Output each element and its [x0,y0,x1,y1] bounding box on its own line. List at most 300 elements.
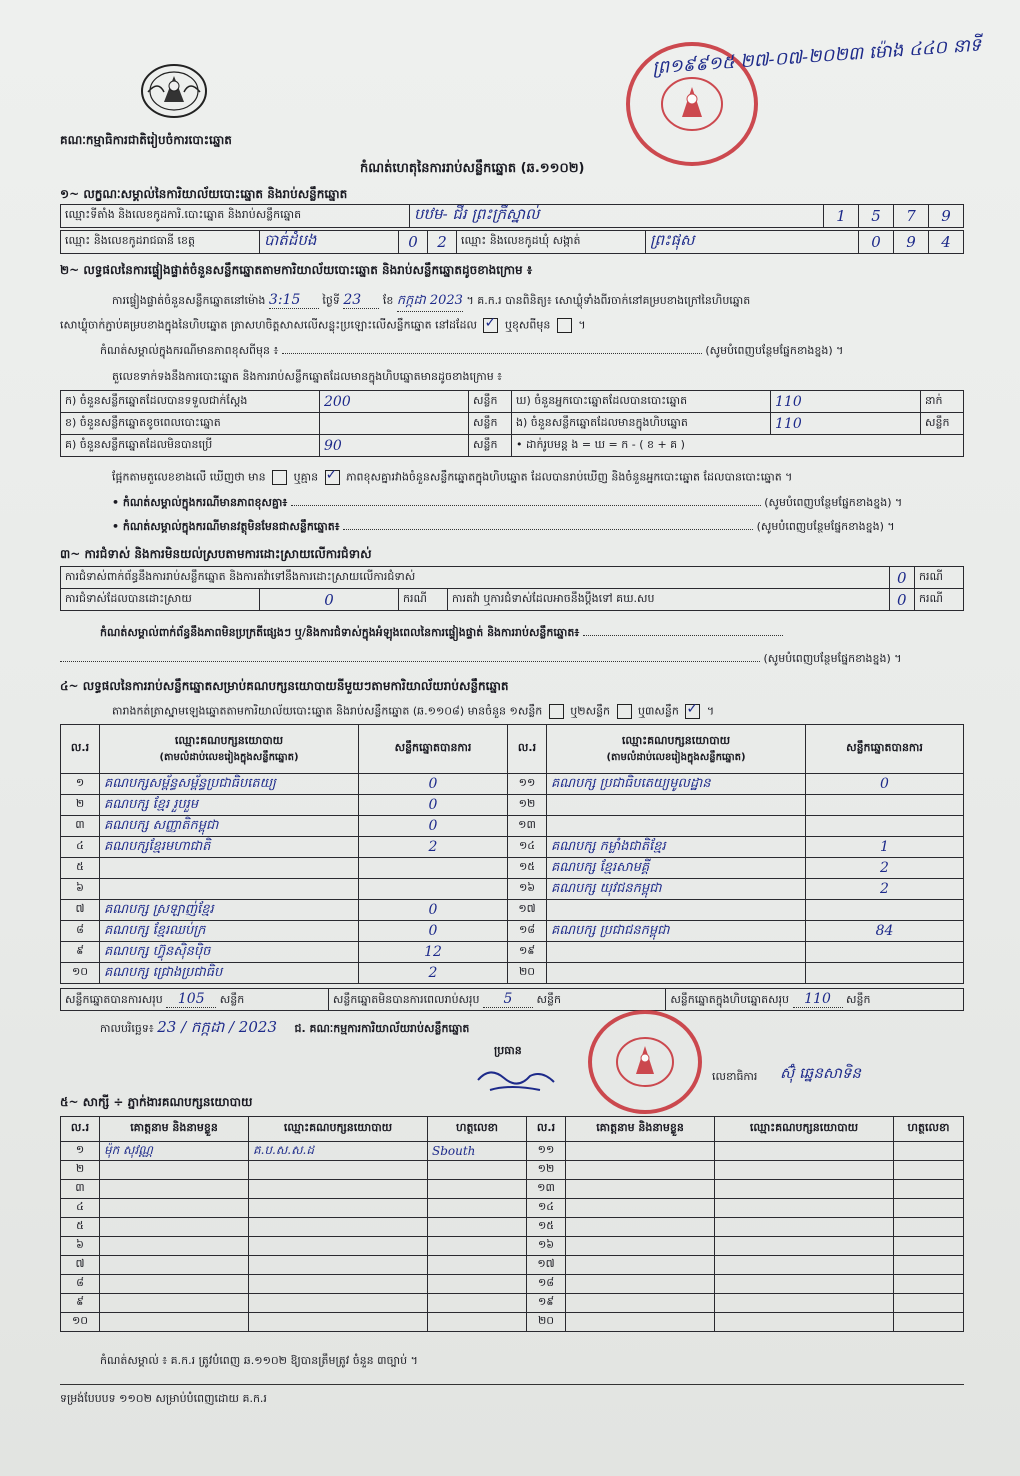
results-table [60,724,964,984]
line1-a: ការផ្ទៀងផ្ទាត់ចំនួនសន្លឹកឆ្នោតនៅម៉ោង [112,294,266,307]
results-no: ១០ [61,963,100,984]
witness-no: ៥ [61,1218,100,1237]
counts-row [61,413,964,435]
line3-fill-note: (សូមបំពេញបន្ថែមផ្នែកខាងខ្នង) ។ [705,344,844,357]
results-no-right: ១១ [508,774,547,795]
results-header-party-right [547,725,806,774]
witness-no: ៨ [61,1275,100,1294]
province-value: បាត់ដំបង [260,231,399,254]
results-votes-right: 1 [806,837,964,858]
resolved-label: ការជំទាស់ដែលបានដោះស្រាយ [61,589,260,611]
section4-title: ៤~ លទ្ធផលនៃការរាប់សន្លឹកឆ្នោតសម្រាប់គណបក្សនយោបាយនីមួយៗតាមការិយាល័យរាប់សន្លឹកឆ្នោត [60,679,509,693]
witness-sig-right[interactable] [894,1142,964,1161]
witness-no: ២ [61,1161,100,1180]
station-code-2: 5 [859,205,894,228]
witness-no-right: ១៦ [527,1237,566,1256]
section2-bullet2 [112,520,964,536]
witness-sig [428,1199,527,1218]
results-no: ៥ [61,858,100,879]
results-votes: 0 [359,921,508,942]
witness-row [61,1256,964,1275]
witness-no: ១ [61,1142,100,1161]
witness-sig [428,1218,527,1237]
count-d-label: ឃ) ចំនួនអ្នកបោះឆ្នោតដែលបានបោះឆ្នោត [512,391,771,413]
witness-name-right[interactable] [566,1142,715,1161]
witness-no-right: ១៧ [527,1256,566,1275]
date-label: កាលបរិច្ឆេទ៖ [100,1022,154,1035]
line2-b: ឬខុសពីមុន [504,318,551,332]
results-header-no-right: ល.រ [508,725,547,774]
witness-table [60,1116,964,1332]
results-no: ៤ [61,837,100,858]
results-row [61,774,964,795]
witness-name [100,1256,249,1275]
results-votes [359,858,508,879]
witness-sig [428,1180,527,1199]
results-party: គណបក្ស សញ្ញាតិកម្ពុជា [100,816,359,837]
results-header-no: ល.រ [61,725,100,774]
results-row [61,816,964,837]
chair-signature [470,1060,580,1100]
one-sheet-checkbox[interactable] [549,704,564,719]
commune-label: ឈ្មោះ និងលេខកូដឃុំ សង្កាត់ [457,231,646,254]
bullet2-label: • កំណត់សម្គាល់ក្នុងករណីមានវត្ថុមិនមែនជាសន្លឹកឆ្នោត៖ [112,520,340,533]
results-header-party [100,725,359,774]
results-party-right [547,816,806,837]
section3-fill-note: (សូមបំពេញបន្ថែមផ្នែកខាងខ្នង) ។ [763,652,902,665]
witness-name [100,1199,249,1218]
witness-row [61,1313,964,1332]
witness-header-sig: ហត្ថលេខា [428,1117,527,1142]
count-a-value: 200 [320,391,469,413]
witness-name [100,1180,249,1199]
witness-party-right[interactable] [715,1142,894,1161]
line1-d: ។ គ.ក.រ បានពិនិត្យ៖ សោឃ្លុំទាំងពីរចាក់នៅគម្របខាងក្រៅនៃហិបឆ្នោត [466,294,751,307]
witness-party-right[interactable] [715,1161,894,1180]
results-party: គណបក្ស ជ្រោងប្រជាធិប [100,963,359,984]
results-header-party-title-right: ឈ្មោះគណបក្សនយោបាយ [621,733,731,747]
witness-no-right: ១៥ [527,1218,566,1237]
witness-no: ៣ [61,1180,100,1199]
witness-sig [428,1256,527,1275]
witness-name [100,1218,249,1237]
resolved-unit: ករណី [399,589,448,611]
has-diff-checkbox[interactable] [272,470,287,485]
line1-c: ខែ [382,294,394,307]
witness-name [100,1275,249,1294]
count-e-unit: សន្លឹក [921,413,964,435]
count-c-label: គ) ចំនួនសន្លឹកឆ្នោតដែលមិនបានប្រើ [61,435,320,457]
station-code-1: 1 [824,205,859,228]
results-votes: 12 [359,942,508,963]
results-party-right [547,942,806,963]
results-no-right: ១៤ [508,837,547,858]
witness-party [249,1237,428,1256]
witness-no: ១០ [61,1313,100,1332]
results-votes-right [806,942,964,963]
results-votes-right [806,963,964,984]
verify-day: 23 [343,292,379,309]
line3-dots [282,353,702,354]
results-row [61,795,964,816]
witness-row [61,1199,964,1218]
total-box-label: សន្លឹកឆ្នោតក្នុងហិបឆ្នោតសរុប [670,992,790,1006]
section5-note: កំណត់សម្គាល់ ៖ គ.ក.រ ត្រូវបំពេញ ឆ.១១០២ ឱ្យបានត្រឹមត្រូវ ចំនួន ៣ច្បាប់ ។ [100,1354,418,1367]
results-no-right: ១៥ [508,858,547,879]
bullet1-dots [291,505,761,506]
section1-title: ១~ លក្ខណៈសម្គាល់នៃការិយាល័យបោះឆ្នោត និងរាប់សន្លឹកឆ្នោត [60,187,348,201]
witness-sig [428,1275,527,1294]
witness-header-party-right: ឈ្មោះគណបក្សនយោបាយ [715,1117,894,1142]
results-party-right [547,963,806,984]
results-party: គណបក្ស ស្រឡាញ់ខ្មែរ [100,900,359,921]
total-invalid-unit: សន្លឹក [536,992,561,1006]
footer-text: ទម្រង់បែបបទ ១១០២ សម្រាប់បំពេញដោយ គ.ក.រ [60,1392,267,1405]
witness-party [249,1180,428,1199]
station-value: បឋម- ជីរ ព្រះក្រឹស្នាល់ [410,205,824,228]
witness-header-name-right: គោត្តនាម និងនាមខ្លួន [566,1117,715,1142]
results-votes-right: 2 [806,879,964,900]
witness-party [249,1218,428,1237]
total-valid-value: 105 [166,991,216,1008]
witness-sig: Sbouth [428,1142,527,1161]
witness-party: គ.ប.ស.ស.ដ [249,1142,428,1161]
count-b-label: ខ) ចំនួនសន្លឹកឆ្នោតខូចពេលបោះឆ្នោត [61,413,320,435]
witness-no-right: ១៣ [527,1180,566,1199]
witness-no-right: ១៩ [527,1294,566,1313]
different-checkbox[interactable] [557,318,572,333]
witness-name: ម៉ុក សុវណ្ណ [100,1142,249,1161]
results-header-votes: សន្លឹកឆ្នោតបានការ [359,725,508,774]
witness-no-right: ១៤ [527,1199,566,1218]
sign-org: ជ. គណៈកម្មការការិយាល័យរាប់សន្លឹកឆ្នោត [294,1022,470,1035]
results-no: ៩ [61,942,100,963]
results-party-right: គណបក្ស ប្រជាជនកម្ពុជា [547,921,806,942]
witness-name-right[interactable] [566,1256,715,1275]
witness-name [100,1161,249,1180]
bullet2-fill-note: (សូមបំពេញបន្ថែមផ្នែកខាងខ្នង) ។ [756,520,895,533]
witness-sig-right[interactable] [894,1275,964,1294]
secretary-label: លេខាធិការ [712,1070,758,1083]
witness-party-right[interactable] [715,1237,894,1256]
results-party: គណបក្សសម្ព័ន្ធសម្ព័ន្ធប្រជាធិបតេយ្យ [100,774,359,795]
witness-no: ៤ [61,1199,100,1218]
count-b-unit: សន្លឹក [469,413,512,435]
witness-party-right[interactable] [715,1218,894,1237]
total-invalid-cell [328,989,665,1011]
witness-name-right[interactable] [566,1180,715,1199]
witness-name-right[interactable] [566,1275,715,1294]
results-votes-right [806,816,964,837]
results-party [100,858,359,879]
results-no-right: ១៦ [508,879,547,900]
stamp-emblem-icon [610,1032,680,1092]
counts-table [60,390,964,457]
total-invalid-label: សន្លឹកឆ្នោតមិនបានការពេលរាប់សរុប [332,992,480,1006]
province-label: ឈ្មោះ និងលេខកូដរាជធានី ខេត្ត [61,231,260,254]
appeal-label: ការតវ៉ា ឬការជំទាស់ដែលអាចនឹងប្ដឹងទៅ គឃ.សប [448,589,890,611]
witness-sig [428,1294,527,1313]
witness-party-right[interactable] [715,1275,894,1294]
results-votes-right [806,900,964,921]
commune-code-3: 4 [929,231,964,254]
objection-row1-unit: ករណី [915,567,964,589]
emblem-icon [138,62,210,120]
results-no: ១ [61,774,100,795]
counts-row [61,391,964,413]
results-votes: 0 [359,900,508,921]
results-votes [359,879,508,900]
results-header-party-sub: (តាមលំដាប់លេខរៀងក្នុងសន្លឹកឆ្នោត) [159,751,299,763]
results-no: ៦ [61,879,100,900]
witness-name-right[interactable] [566,1218,715,1237]
no-diff-checkbox[interactable] [325,470,340,485]
witness-party [249,1275,428,1294]
witness-party-right[interactable] [715,1294,894,1313]
witness-party-right[interactable] [715,1256,894,1275]
results-party [100,879,359,900]
witness-row [61,1237,964,1256]
witness-no-right: ១២ [527,1161,566,1180]
witness-party [249,1313,428,1332]
results-no-right: ១៣ [508,816,547,837]
witness-sig [428,1313,527,1332]
witness-row [61,1180,964,1199]
total-invalid-value: 5 [483,991,533,1008]
witness-no-right: ២០ [527,1313,566,1332]
same-checkbox[interactable] [483,318,498,333]
witness-party-right[interactable] [715,1199,894,1218]
bullet2-dots [343,529,753,530]
results-row [61,837,964,858]
results-votes: 0 [359,774,508,795]
witness-row [61,1218,964,1237]
count-d-unit: នាក់ [921,391,964,413]
results-no: ២ [61,795,100,816]
total-box-unit: សន្លឹក [846,992,871,1006]
witness-name-right[interactable] [566,1294,715,1313]
count-c-unit: សន្លឹក [469,435,512,457]
intro-c: ឬ៣សន្លឹក [638,704,679,718]
results-row [61,963,964,984]
witness-name-right[interactable] [566,1313,715,1332]
witness-name-right[interactable] [566,1237,715,1256]
two-sheet-checkbox[interactable] [617,704,632,719]
witness-no: ៩ [61,1294,100,1313]
results-no: ៣ [61,816,100,837]
stamp-handwritten-note: ព្រ១៩៩១៥ ២៧-០៧-២០២៣ ម៉ោង ៤៤០ នាទី [651,34,982,79]
results-no-right: ១៨ [508,921,547,942]
witness-party-right[interactable] [715,1313,894,1332]
three-sheet-checkbox[interactable] [685,704,700,719]
witness-header-no: ល.រ [61,1117,100,1142]
objection-row1-label: ការជំទាស់ពាក់ព័ន្ធនឹងការរាប់សន្លឹកឆ្នោត និងការតវ៉ាទៅនឹងការដោះស្រាយលើការជំទាស់ [61,567,890,589]
section3-note-dots [583,635,783,636]
results-votes-right: 84 [806,921,964,942]
witness-sig-right[interactable] [894,1237,964,1256]
section2-title: ២~ លទ្ធផលនៃការផ្ទៀងផ្ទាត់ចំនួនសន្លឹកឆ្នោតតាមការិយាល័យបោះឆ្នោត និងរាប់សន្លឹកឆ្នោតដូចខាងក្រោម ៖ [60,263,533,277]
commune-value: ព្រះផុស [646,231,859,254]
witness-no-right: ១៨ [527,1275,566,1294]
section2-line5 [112,470,792,487]
total-valid-unit: សន្លឹក [219,992,245,1006]
total-valid-cell [61,989,329,1011]
count-c-value: 90 [320,435,469,457]
results-party-right [547,900,806,921]
counts-row [61,435,964,457]
bullet1-fill-note: (សូមបំពេញបន្ថែមផ្នែកខាងខ្នង) ។ [764,496,903,509]
total-box-cell [666,989,964,1011]
witness-name-right[interactable] [566,1161,715,1180]
witness-row [61,1294,964,1313]
formula: • ដាក់រូបមន្ត ង = ឃ = ក - ( ខ + គ ) [512,435,964,457]
results-party: គណបក្ស ខ្មែរ រួបរួម [100,795,359,816]
witness-name [100,1237,249,1256]
line2-a: សោឃ្លុំចាក់ភ្ជាប់គម្របខាងក្នុងនៃហិបឆ្នោត ត្រាសហចិត្តសាសលើសន្លុះប្រឡោះលើសន្លឹកឆ្នោត នៅដដែល [60,318,477,332]
org-name: គណៈកម្មាធិការជាតិរៀបចំការបោះឆ្នោត [60,133,232,147]
witness-sig-right[interactable] [894,1161,964,1180]
chair-label: ប្រធាន [494,1044,522,1057]
station-code-4: 9 [929,205,964,228]
witness-party [249,1199,428,1218]
verify-month: កក្កដា 2023 [397,292,463,312]
results-row [61,879,964,900]
line1-b: ថ្ងៃទី [322,294,340,307]
witness-header-no-right: ល.រ [527,1117,566,1142]
witness-header-party: ឈ្មោះគណបក្សនយោបាយ [249,1117,428,1142]
intro-a: តារាងកត់ត្រាស្នាមឡេងឆ្នោតតាមការិយាល័យបោះឆ្នោត និងរាប់សន្លឹកឆ្នោត (ឆ.១១០៨) មានចំនួន ១សន្លឹក [112,704,543,718]
witness-sig [428,1161,527,1180]
results-party-right: គណបក្ស កម្លាំងជាតិខ្មែរ [547,837,806,858]
official-stamp-bottom [588,1010,702,1114]
count-a-unit: សន្លឹក [469,391,512,413]
station-label: ឈ្មោះទីតាំង និងលេខកូដការិ.បោះឆ្នោត និងរាប់សន្លឹកឆ្នោត [61,205,410,228]
witness-name-right[interactable] [566,1199,715,1218]
results-header-votes-right: សន្លឹកឆ្នោតបានការ [806,725,964,774]
witness-name [100,1313,249,1332]
line5-c: ភាពខុសគ្នារវាងចំនួនសន្លឹកឆ្នោតក្នុងហិបឆ្នោត ដែលបានរាប់ឃើញ និងចំនួនអ្នកបោះឆ្នោត ដែលបានបោះឆ្នោត ។ [346,470,793,484]
witness-sig-right[interactable] [894,1218,964,1237]
witness-party [249,1256,428,1275]
witness-row [61,1142,964,1161]
footer-divider [60,1384,964,1385]
total-valid-label: សន្លឹកឆ្នោតបានការសរុប [65,992,163,1006]
line3-a: កំណត់សម្គាល់ក្នុងករណីមានភាពខុសពីមុន ៖ [100,344,279,357]
line5-b: ឬគ្មាន [293,470,319,484]
witness-sig-right[interactable] [894,1294,964,1313]
section1-table-row2 [60,230,964,254]
objection-row1-value: 0 [889,567,914,589]
witness-row [61,1275,964,1294]
count-d-value: 110 [771,391,921,413]
section2-bullet1 [112,496,964,512]
witness-sig-right[interactable] [894,1199,964,1218]
commune-code-2: 9 [894,231,929,254]
count-a-label: ក) ចំនួនសន្លឹកឆ្នោតដែលបានទទួលជាក់ស្ដែង [61,391,320,413]
document-title: កំណត់ហេតុនៃការរាប់សន្លឹកឆ្នោត (ឆ.១១០២) [360,161,585,176]
witness-no-right: ១១ [527,1142,566,1161]
results-party-right: គណបក្ស ប្រជាធិបតេយ្យមូលដ្ឋាន [547,774,806,795]
witness-no: ៧ [61,1256,100,1275]
count-e-label: ង) ចំនួនសន្លឹកឆ្នោតដែលមានក្នុងហិបឆ្នោត [512,413,771,435]
witness-no: ៦ [61,1237,100,1256]
count-b-value [320,413,469,435]
witness-party [249,1161,428,1180]
witness-name [100,1294,249,1313]
results-header-party-title: ឈ្មោះគណបក្សនយោបាយ [174,733,284,747]
section4-intro: តារាងកត់ត្រាស្នាមឡេងឆ្នោតតាមការិយាល័យបោះឆ្នោត និងរាប់សន្លឹកឆ្នោត (ឆ.១១០៨) មានចំនួន ១សន្លឹក ឬ២សន្លឹក ឬ៣សន្លឹក ✓ ។ [112,704,714,721]
witness-sig-right[interactable] [894,1256,964,1275]
results-no-right: ១៩ [508,942,547,963]
section3-note [100,626,964,642]
results-header-party-sub-right: (តាមលំដាប់លេខរៀងក្នុងសន្លឹកឆ្នោត) [606,751,746,763]
section1-table [60,204,964,228]
line5-a: ផ្អែកតាមតួលេខខាងលើ ឃើញថា មាន [112,470,266,484]
results-no: ៧ [61,900,100,921]
results-votes-right [806,795,964,816]
objections-table [60,566,964,611]
results-votes: 2 [359,837,508,858]
witness-party [249,1294,428,1313]
section5-title: ៥~ សាក្សី ÷ ភ្នាក់ងារគណបក្សនយោបាយ [60,1095,253,1109]
witness-sig-right[interactable] [894,1180,964,1199]
results-party-right [547,795,806,816]
section3-note-line2 [60,652,964,668]
resolved-value: 0 [260,589,399,611]
date-value: 23 / កក្កដា / 2023 [157,1018,277,1036]
count-e-value: 110 [771,413,921,435]
secretary-signature: ស៊ុំ ឆ្នេនសាទិន [780,1064,861,1082]
results-votes: 0 [359,795,508,816]
section2-line1 [112,292,750,312]
results-votes: 0 [359,816,508,837]
results-totals [60,988,964,1011]
results-row [61,900,964,921]
province-code-1: 0 [399,231,428,254]
results-votes-right: 0 [806,774,964,795]
province-code-2: 2 [428,231,457,254]
witness-party-right[interactable] [715,1180,894,1199]
witness-sig [428,1237,527,1256]
results-party: គណបក្ស ខ្មែរឈប់ក្រ [100,921,359,942]
total-box-value: 110 [793,991,843,1008]
date-line [100,1018,469,1040]
results-party-right: គណបក្ស យុវជនកម្ពុជា [547,879,806,900]
bullet1-label: • កំណត់សម្គាល់ក្នុងករណីមានភាពខុសគ្នា៖ [112,496,288,509]
witness-row [61,1161,964,1180]
results-votes: 2 [359,963,508,984]
results-party: គណបក្សខ្មែរមហាជាតិ [100,837,359,858]
results-party: គណបក្ស ហ៊្វុនស៊ិនប៉ិច [100,942,359,963]
appeal-unit: ករណី [915,589,964,611]
section2-line4: តួលេខទាក់ទងនឹងការបោះឆ្នោត និងការរាប់សន្លឹកឆ្នោតដែលមានក្នុងហិបឆ្នោតមានដូចខាងក្រោម ៖ [112,370,503,383]
section3-title: ៣~ ការជំទាស់ និងការមិនយល់ស្របតាមការដោះស្រាយលើការជំទាស់ [60,547,372,561]
results-row [61,921,964,942]
results-votes-right: 2 [806,858,964,879]
results-party-right: គណបក្ស ខ្មែរសាមគ្គី [547,858,806,879]
results-no: ៨ [61,921,100,942]
results-row [61,942,964,963]
section3-note-label: កំណត់សម្គាល់ពាក់ព័ន្ធនឹងភាពមិនប្រក្រតីផ្សេងៗ ឬ/និងការជំទាស់ក្នុងអំឡុងពេលនៃការផ្ទៀងផ្ទាត់ និងការរាប់សន្លឹកឆ្នោត៖ [100,626,580,639]
results-no-right: ១៧ [508,900,547,921]
intro-b: ឬ២សន្លឹក [570,704,611,718]
section2-line2: សោឃ្លុំចាក់ភ្ជាប់គម្របខាងក្នុងនៃហិបឆ្នោត ត្រាសហចិត្តសាសលើសន្លុះប្រឡោះលើសន្លឹកឆ្នោត នៅដដែល ✓ ឬខុសពីមុន ។ [60,318,586,335]
verify-time: 3:15 [269,292,319,309]
section2-line3 [100,344,964,360]
witness-sig-right[interactable] [894,1313,964,1332]
appeal-value: 0 [889,589,914,611]
results-no-right: ២០ [508,963,547,984]
